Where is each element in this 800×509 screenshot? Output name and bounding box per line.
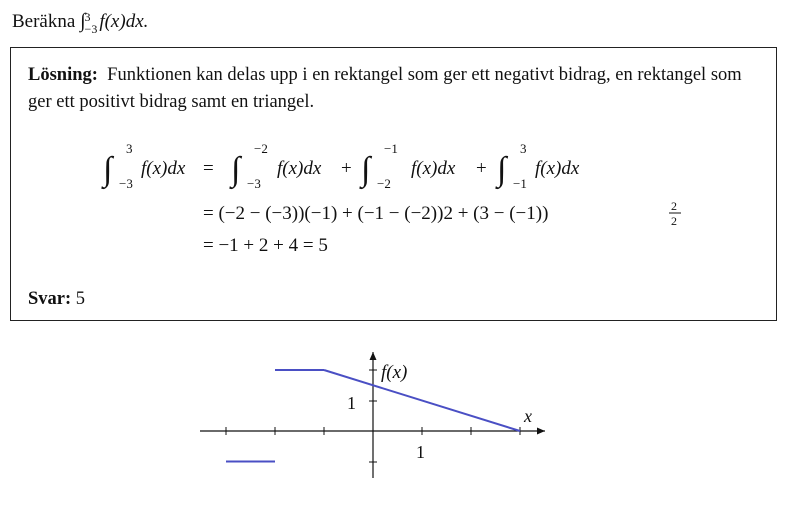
question	[12, 8, 148, 35]
equals-sign: =	[203, 158, 214, 179]
answer-label: Svar:	[28, 289, 72, 309]
y-tick-label: 1	[347, 393, 356, 413]
fraction-numerator: 2	[671, 199, 677, 213]
x-axis-arrow	[537, 428, 545, 435]
question-prefix: Beräkna	[12, 11, 76, 32]
integral-upper: 3	[84, 9, 91, 24]
function-graph	[0, 340, 800, 500]
lhs-lower: −3	[119, 176, 133, 191]
solution-description: Funktionen kan delas upp i en rektangel som ger ett negativt bidrag, en rektangel som ger ett positivt bidrag samt en triangel.	[28, 65, 742, 112]
term1-upper: −2	[254, 141, 268, 156]
plus-sign-1: +	[341, 158, 352, 179]
lhs-upper: 3	[126, 141, 133, 156]
answer-value: 5	[75, 289, 86, 309]
x-tick-label: 1	[416, 442, 425, 462]
integral-sign: ∫	[80, 10, 86, 32]
term2-upper: −1	[384, 141, 398, 156]
integral-sign-term2: ∫	[361, 151, 371, 188]
integral-sign-lhs: ∫	[103, 151, 113, 188]
lhs-integrand: f(x)dx	[141, 158, 186, 179]
solution-box	[10, 47, 777, 321]
integrand: f(x)dx.	[99, 11, 149, 32]
x-axis-label: x	[524, 406, 532, 426]
formula-line-3: = −1 + 2 + 4 = 5	[203, 235, 328, 256]
term2-lower: −2	[377, 176, 391, 191]
y-axis-label: f(x)	[381, 362, 408, 383]
y-axis-arrow	[370, 352, 377, 360]
integral-sign-term1: ∫	[231, 151, 241, 188]
integral-sign-term3: ∫	[497, 151, 507, 188]
solution-heading: Lösning:	[28, 65, 98, 85]
fraction-denominator: 2	[671, 214, 677, 228]
plus-sign-2: +	[476, 158, 487, 179]
answer	[28, 287, 85, 311]
axes	[200, 352, 545, 478]
solution-formula	[11, 48, 778, 322]
term2-integrand: f(x)dx	[411, 158, 456, 179]
term1-lower: −3	[247, 176, 261, 191]
term1-integrand: f(x)dx	[277, 158, 322, 179]
formula-line-2: = (−2 − (−3))(−1) + (−1 − (−2))2 + (3 − (−1))	[203, 203, 549, 224]
term3-integrand: f(x)dx	[535, 158, 580, 179]
integral-limits	[85, 11, 98, 35]
term3-lower: −1	[513, 176, 527, 191]
term3-upper: 3	[520, 141, 527, 156]
integral-lower: −3	[84, 21, 98, 36]
